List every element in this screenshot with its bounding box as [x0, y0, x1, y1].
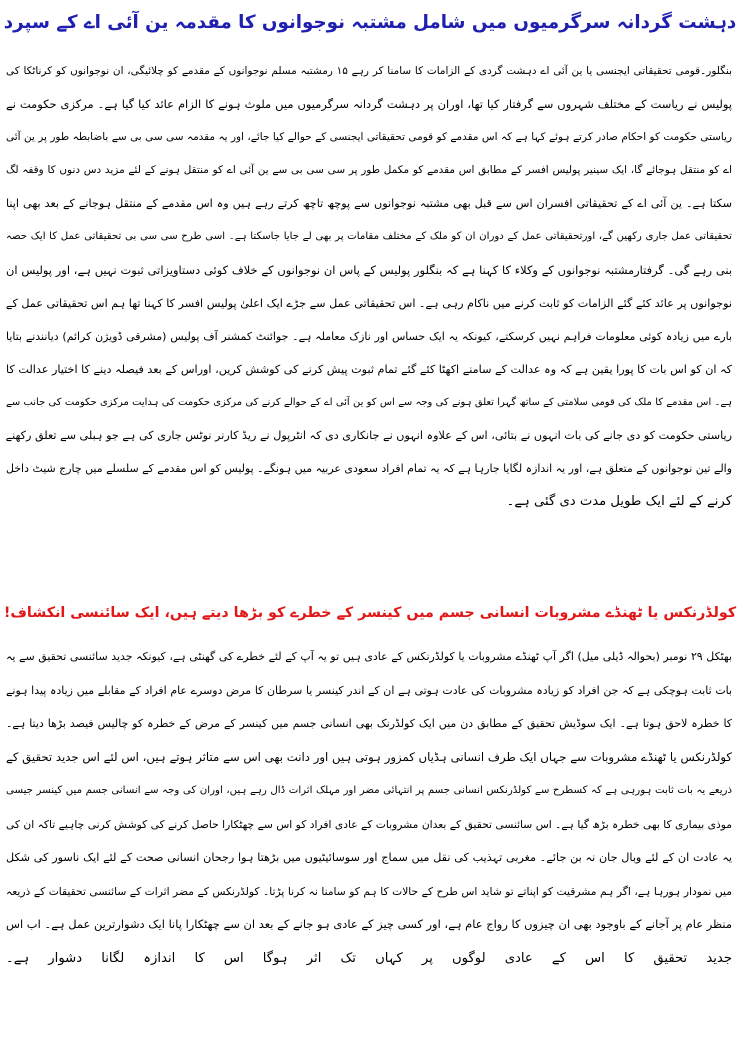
article-2-line: یہ عادت ان کے لئے وبال جان نہ بن جائے۔ مغربی تہذیب کی نقل میں سماج اور سوسائیٹیوں میں بڑھتا ہوا رجحان انسانی صحت کے لئے ایک ناسور کی شکل [6, 851, 732, 864]
article-1-line: نوجوانوں پر عائد کئے گئے الزامات کو ثابت کرنے میں ناکام رہی ہے۔ اس تحقیقاتی عمل سے جڑے ایک اعلیٰ پولیس افسر کا کہنا تھا ہم اس تحقیقاتی عمل کے [6, 296, 732, 310]
article-1-body [6, 55, 732, 585]
article-1-line: تحقیقاتی عمل جاری رکھیں گے، اورتحقیقاتی عمل کے دوران ان کو ملک کے مختلف مقامات پر بھی لے جایا جاسکتا ہے۔ اسی طرح سی سی بی تحقیقاتی عمل کا ایک حصہ [6, 231, 732, 243]
article-1-line: کرنے کے لئے ایک طویل مدت دی گئی ہے۔ [506, 494, 732, 510]
article-2-line: میں نمودار ہورہا ہے، اگر ہم مشرقیت کو اپناتے تو شاید اس طرح کے حالات کا ہم کو سامنا نہ کرنا پڑتا۔ کولڈرنکس کے مضر اثرات کے سائنسی تحقیقات کے ذریعہ [6, 884, 732, 898]
article-1-line: بارے میں زیادہ کوئی معلومات فراہم نہیں کرسکتے، کیونکہ یہ ایک حساس اور نازک معاملہ ہے۔ جوائنٹ کمشنر آف پولیس (مشرقی ڈویژن کرائم) دیانندنے بتایا [6, 329, 732, 343]
article-1-line: بنگلور۔قومی تحقیقاتی ایجنسی یا ین آئی اے دہشت گردی کے الزامات کا سامنا کر رہے ۱۵ رمشتبہ مسلم نوجوانوں کے مقدمے کو چلائیگی، ان نوجوانوں کو کرناٹکا کی [6, 65, 732, 77]
article-2-headline: کولڈرنکس یا ٹھنڈے مشروبات انسانی جسم میں کینسر کے خطرے کو بڑھا دیتے ہیں، ایک سائنسی انکشاف! [3, 605, 737, 621]
article-1-line: اے کو منتقل ہوجائے گا، ایک سینیر پولیس افسر کے مطابق اس مقدمے کو مکمل طور پر سی سی بی سے ین آئی اے کو منتقل ہونے کے لئے مزید دس دنوں کا وقفہ لگ [6, 164, 732, 177]
article-2-line: منظر عام پر آجانے کے باوجود بھی ان چیزوں کا رواج عام ہے، اور کسی چیز کے عادی ہو جانے کے بعد ان سے چھٹکارا پانا ایک دشوارترین عمل ہے۔ اب اس [6, 917, 732, 931]
article-2-line: بھٹکل ۲۹ نومبر (بحوالہ ڈیلی میل) اگر آپ ٹھنڈے مشروبات یا کولڈرنکس کے عادی ہیں تو یہ آپ کے لئے خطرے کی گھنٹی ہے، کیونکہ جدید سائنسی تحقیق سے یہ [6, 650, 732, 663]
article-1-line: ریاستی حکومت کو دی جانے کی بات انہوں نے بتائی، اس کے علاوہ انہوں نے جانکاری دی کہ انٹرپول نے ریڈ کارنر نوٹس جاری کی ہے جو ہبلی سے تعلق رکھنے [6, 429, 732, 443]
article-1-headline: دہشت گردانہ سرگرمیوں میں شامل مشتبہ نوجوانوں کا مقدمہ ین آئی اے کے سپرد [3, 12, 737, 33]
article-1-line: کہ ان کو اس بات کا پورا یقین ہے کہ وہ عدالت کے سامنے اکھٹا کئے گئے تمام ثبوت پیش کرنے کی کوشش کریں، اوراس کے بعد فیصلہ دینے کا اختیار عدالت کا [6, 362, 732, 376]
article-2-line: کا خطرہ لاحق ہوتا ہے۔ ایک سوڈیش تحقیق کے مطابق دن میں ایک کولڈرنک بھی انسانی جسم میں کینسر کے مرض کے خطرہ کو چالیس فیصد بڑھا دیتا ہے۔ [6, 717, 732, 730]
article-1-line: ہے۔ اس مقدمے کا ملک کی قومی سلامتی کے ساتھ گہرا تعلق ہونے کی وجہ سے اس کو ین آئی اے کے حوالے کرنے کی مرکزی حکومت کی ہدایت مرکزی حکومت کی جانب سے [6, 396, 732, 408]
article-1-line: پولیس نے ریاست کے مختلف شہروں سے گرفتار کیا تھا، اوران پر دہشت گردانہ سرگرمیوں میں ملوث ہونے کا الزام عائد کیا گیا ہے۔ مرکزی حکومت نے [6, 97, 732, 112]
article-1-line: بنی رہے گی۔ گرفتارمشتبہ نوجوانوں کے وکلاء کا کہنا ہے کہ بنگلور پولیس کے پاس ان نوجوانوں کے خلاف کوئی دستاویزاتی ثبوت نہیں ہے، اور پولیس ان [6, 262, 732, 277]
article-1-line: ریاستی حکومت کو احکام صادر کرتے ہوئے کہا ہے کہ اس مقدمے کو قومی تحقیقاتی ایجنسی کے حوالے کیا جائے، اور یہ مقدمہ سی سی بی سے باضابطہ طور پر ین آئی [6, 131, 732, 144]
article-2-body [6, 640, 732, 1035]
article-2-line: بات ثابت ہوچکی ہے کہ جن افراد کو زیادہ مشروبات کی عادت ہوتی ہے ان کے اندر کینسر یا سرطان کا مرض دوسرے عام افراد کے مقابلے میں زیادہ پیدا ہونے [6, 683, 732, 697]
article-1-line: والے تین نوجوانوں کے متعلق ہے، اور یہ اندازہ لگایا جارہا ہے کہ یہ تمام افراد سعودی عربیہ میں ہونگے۔ پولیس کو اس مقدمے کے سلسلے میں چارج شیٹ داخل [6, 462, 732, 476]
article-2-line: کولڈرنکس یا ٹھنڈے مشروبات سے جہاں ایک طرف انسانی ہڈیاں کمزور ہوتی ہیں اور دانت بھی اس سے متاثر ہوتے ہیں، اس لئے اس جدید تحقیق کے [6, 749, 732, 764]
article-1-line: سکتا ہے۔ ین آئی اے کے تحقیقاتی افسران اس سے قبل بھی مشتبہ نوجوانوں سے پوچھ تاچھ کرتے رہے ہیں وہ اس مقدمے کے منتقل ہوجانے کے بعد بھی اپنا [6, 197, 732, 211]
article-2-line: ذریعے یہ بات ثابت ہورہی ہے کہ کسطرح سے کولڈرنکس انسانی جسم پر انتہائی مضر اور مہلک اثرات ڈال رہے ہیں، اوران کی وجہ سے انسانی جسم میں کینسر جیسی [6, 785, 732, 796]
article-2-line: جدید تحقیق کا اس کے عادی لوگوں پر کہاں تک اثر ہوگا اس کا اندازہ لگانا دشوار ہے۔ [6, 950, 732, 966]
article-2-line: موذی بیماری کا بھی خطرہ بڑھ گیا ہے۔ اس سائنسی تحقیق کے بعدان مشروبات کے عادی افراد کو اس سے چھٹکارا حاصل کرنے کی کوشش کرنی چاہیے تاکہ ان کی [6, 817, 732, 831]
